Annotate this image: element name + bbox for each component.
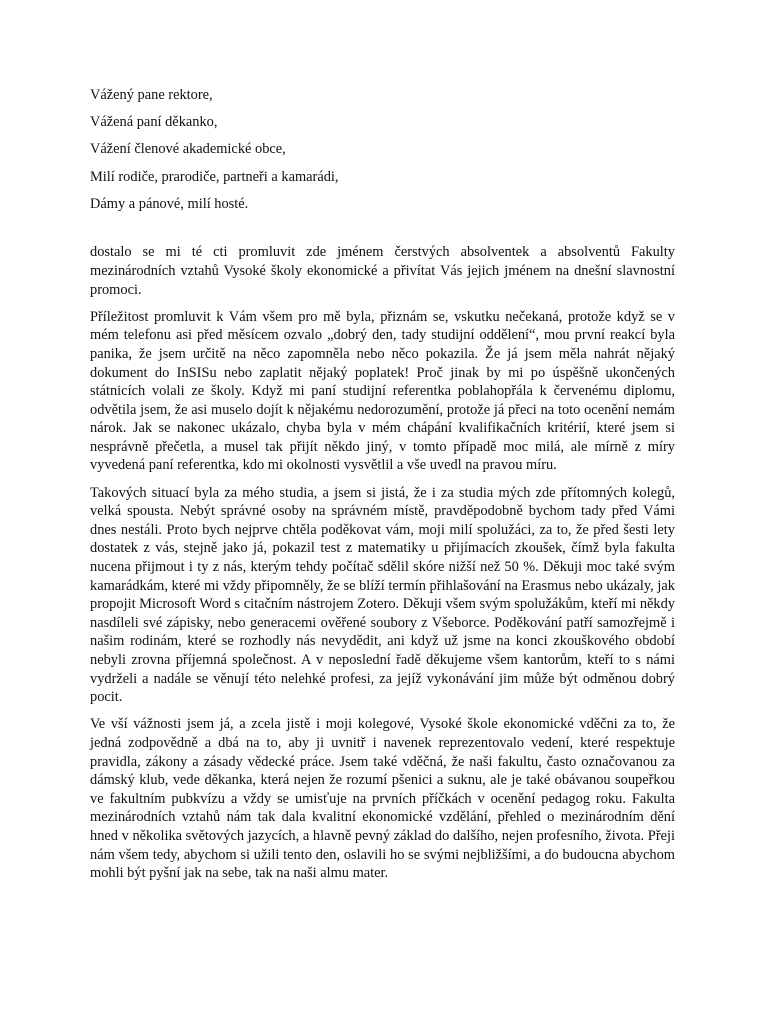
speech-body (90, 243, 675, 882)
paragraph-thanks: Takových situací byla za mého studia, a jsem si jistá, že i za studia mých zde přítomných kolegů, velká spousta. Nebýt správné osoby na správném místě, pravděpodobně bychom tady před Vámi dnes nestáli. Proto bych nejprve chtěla poděkovat vám, moji milí spolužáci, za to, že před šesti lety dostatek z vás, stejně jako já, pokazil test z matematiky u přijímacích zkoušek, čímž byla fakulta nucena přijmout i ty z nás, kterým tehdy počítač sdělil skóre nižší než 50 %. Děkuji moc také svým kamarádkám, které mi vždy připomněly, že se blíží termín přihlašování na Erasmus nebo ukázaly, jak propojit Microsoft Word s citačním nástrojem Zotero. Děkuji všem svým spolužákům, kteří mi někdy nasdíleli své zápisky, nebo generacemi ověřené soubory z Všeborce. Poděkování patří samozřejmě i našim rodinám, které se rozhodly nás nevydědit, ani když už jsme na konci zkouškového období nebyli zrovna příjemná společnost. A v neposlední řadě děkujeme všem kantorům, kteří to s námi vydrželi a nadále se věnují této nelehké profesi, za jejíž vykonávání jim může být odměnou dobrý pocit. (90, 484, 675, 706)
salutation-guests: Dámy a pánové, milí hosté. (90, 195, 249, 212)
salutation-family-friends: Milí rodiče, prarodiče, partneři a kamarádi, (90, 168, 339, 185)
paragraph-gratitude-closing: Ve vší vážnosti jsem já, a zcela jistě i moji kolegové, Vysoké škole ekonomické vděčni za to, že jedná zodpovědně a dbá na to, aby ji uvnitř i navenek reprezentovalo vedení, které respektuje pravidla, zákony a zásady vědecké práce. Jsem také vděčná, že naši fakultu, často označovanou za dámský klub, vede děkanka, která nejen že rozumí pšenici a suknu, ale je také obávanou soupeřkou ve fakultním pubkvízu a vždy se umisťuje na prvních příčkách v ocenění pedagog roku. Fakulta mezinárodních vztahů nám tak dala kvalitní ekonomické vzdělání, přehled o mezinárodním dění hned v několika světových jazycích, a hlavně pevný základ do dalšího, nejen profesního, života. Přeji nám všem tedy, abychom si užili tento den, oslavili ho se svými nejbližšími, a do budoucna abychom mohli být pyšní jak na sebe, tak na naši almu mater. (90, 716, 675, 882)
paragraph-introduction: dostalo se mi té cti promluvit zde jménem čerstvých absolventek a absolventů Fakulty mezinárodních vztahů Vysoké školy ekonomické a přivítat Vás jejich jménem na dnešní slavnostní promoci. (90, 244, 675, 298)
salutation-dean: Vážená paní děkanko, (90, 114, 218, 131)
salutation-rector: Vážený pane rektore, (90, 87, 213, 103)
speech-document (90, 86, 675, 891)
paragraph-unexpected-call: Příležitost promluvit k Vám všem pro mě byla, přiznám se, vskutku nečekaná, protože když se v mém telefonu asi před měsícem ozvalo „dobrý den, tady studijní oddělení“, mou první reakcí byla panika, že jsem určitě na něco zapomněla nebo něco pokazila. Že já jsem měla nahrát nějaký dokument do InSISu nebo zaplatit nějaký poplatek! Proč jinak by mi po úspěšně ukončených státnicích volali ze školy. Když mi paní studijní referentka poblahopřála k červenému diplomu, odvětila jsem, že asi muselo dojít k nějakému nedorozumění, protože já přeci na toto ocenění nemám nárok. Jak se nakonec ukázalo, chyba byla v mém chápání kvalifikačních kritérií, které jsem si nesprávně přečetla, a musel tak přijít někdo jiný, v tomto případě moc milá, ale mírně z míry vyvedená paní referentka, kdo mi okolnosti vysvětlil a vše uvedl na pravou míru. (90, 308, 675, 474)
salutation-academic-community: Vážení členové akademické obce, (90, 141, 286, 158)
salutation-block (90, 86, 675, 213)
